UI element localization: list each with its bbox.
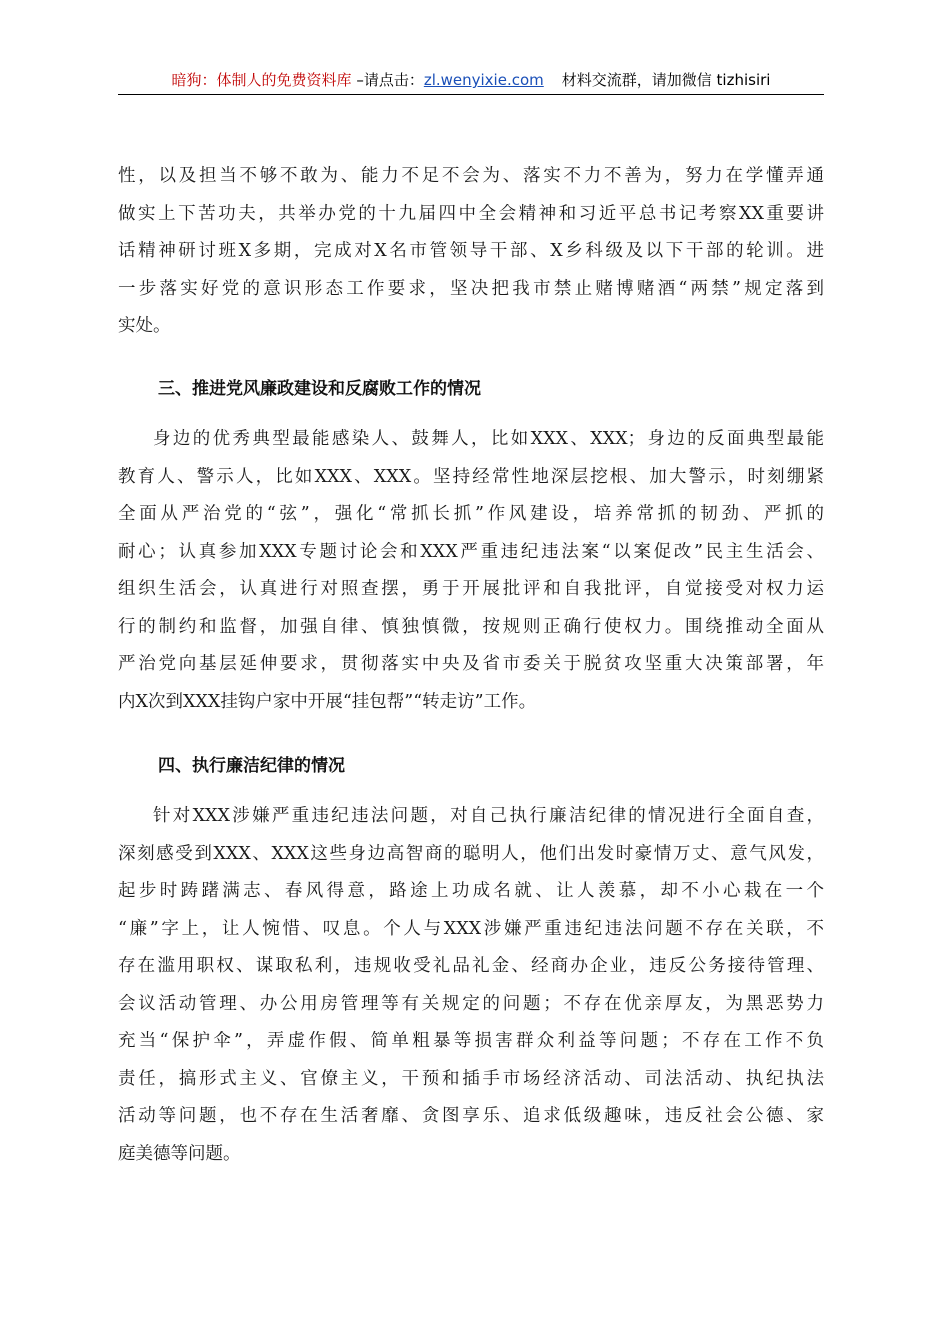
paragraph-line: 教育人、警示人，比如XXX、XXX。坚持经常性地深层挖根、加大警示，时刻绷紧 [118, 466, 824, 487]
paragraph-line: “廉”字上，让人惋惜、叹息。个人与XXX涉嫌严重违纪违法问题不存在关联，不 [118, 918, 824, 939]
paragraph-line: 全面从严治党的“弦”，强化“常抓长抓”作风建设，培养常抓的韧劲、严抓的 [118, 504, 824, 524]
paragraph-line: 一步落实好党的意识形态工作要求，坚决把我市禁止赌博赌酒“两禁”规定落到 [118, 278, 824, 299]
paragraph-line: 深刻感受到XXX、XXX这些身边高智商的聪明人，他们出发时豪情万丈、意气风发， [118, 843, 824, 864]
paragraph-line: 起步时踌躇满志、春风得意，路途上功成名就、让人羡慕，却不小心栽在一个 [118, 881, 824, 901]
paragraph-line: 内X次到XXX挂钩户家中开展“挂包帮”“转走访”工作。 [118, 691, 537, 712]
header-brand: 暗狗：体制人的免费资料库 [171, 71, 352, 89]
section-heading: 四、执行廉洁纪律的情况 [158, 756, 345, 776]
paragraph-continued [118, 158, 824, 346]
paragraph-line: 存在滥用职权、谋取私利，违规收受礼品礼金、经商办企业，违反公务接待管理、 [118, 956, 824, 976]
paragraph-line: 责任，搞形式主义、官僚主义，干预和插手市场经济活动、司法活动、执纪执法 [118, 1068, 824, 1089]
paragraph-line: 性，以及担当不够不敢为、能力不足不会为、落实不力不善为，努力在学懂弄通 [118, 166, 824, 186]
header-link[interactable]: zl.wenyixie.com [423, 71, 544, 89]
paragraph-line: 实处。 [118, 316, 171, 336]
paragraph-line: 活动等问题，也不存在生活奢靡、贪图享乐、追求低级趣味，违反社会公德、家 [118, 1106, 824, 1126]
paragraph-line: 组织生活会，认真进行对照查摆，勇于开展批评和自我批评，自觉接受对权力运 [118, 579, 824, 599]
header-contact: 材料交流群，请加微信 tizhisiri [561, 71, 771, 89]
paragraph-line: 身边的优秀典型最能感染人、鼓舞人，比如XXX、XXX；身边的反面典型最能 [153, 429, 824, 449]
paragraph-line: 严治党向基层延伸要求，贯彻落实中央及省市委关于脱贫攻坚重大决策部署，年 [118, 654, 824, 674]
section-3-paragraph [118, 421, 824, 721]
paragraph-line: 行的制约和监督，加强自律、慎独慎微，按规则正确行使权力。围绕推动全面从 [118, 616, 824, 637]
paragraph-line: 庭美德等问题。 [118, 1143, 241, 1164]
paragraph-line: 耐心；认真参加XXX专题讨论会和XXX严重违纪违法案“以案促改”民主生活会、 [118, 541, 824, 562]
paragraph-line: 做实上下苦功夫，共举办党的十九届四中全会精神和习近平总书记考察XX重要讲 [118, 203, 824, 224]
paragraph-line: 充当“保护伞”，弄虚作假、简单粗暴等损害群众利益等问题；不存在工作不负 [118, 1031, 824, 1051]
paragraph-line: 会议活动管理、办公用房管理等有关规定的问题；不存在优亲厚友，为黑恶势力 [118, 993, 824, 1014]
page-header [118, 66, 824, 95]
paragraph-line: 针对XXX涉嫌严重违纪违法问题，对自己执行廉洁纪律的情况进行全面自查， [153, 806, 824, 826]
section-4 [118, 748, 824, 786]
paragraph-line: 话精神研讨班X多期，完成对X名市管领导干部、X乡科级及以下干部的轮训。进 [118, 241, 824, 261]
header-separator: –请点击： [351, 71, 424, 89]
section-heading: 三、推进党风廉政建设和反腐败工作的情况 [158, 379, 481, 399]
section-4-paragraph [118, 798, 824, 1173]
section-3 [118, 371, 824, 409]
